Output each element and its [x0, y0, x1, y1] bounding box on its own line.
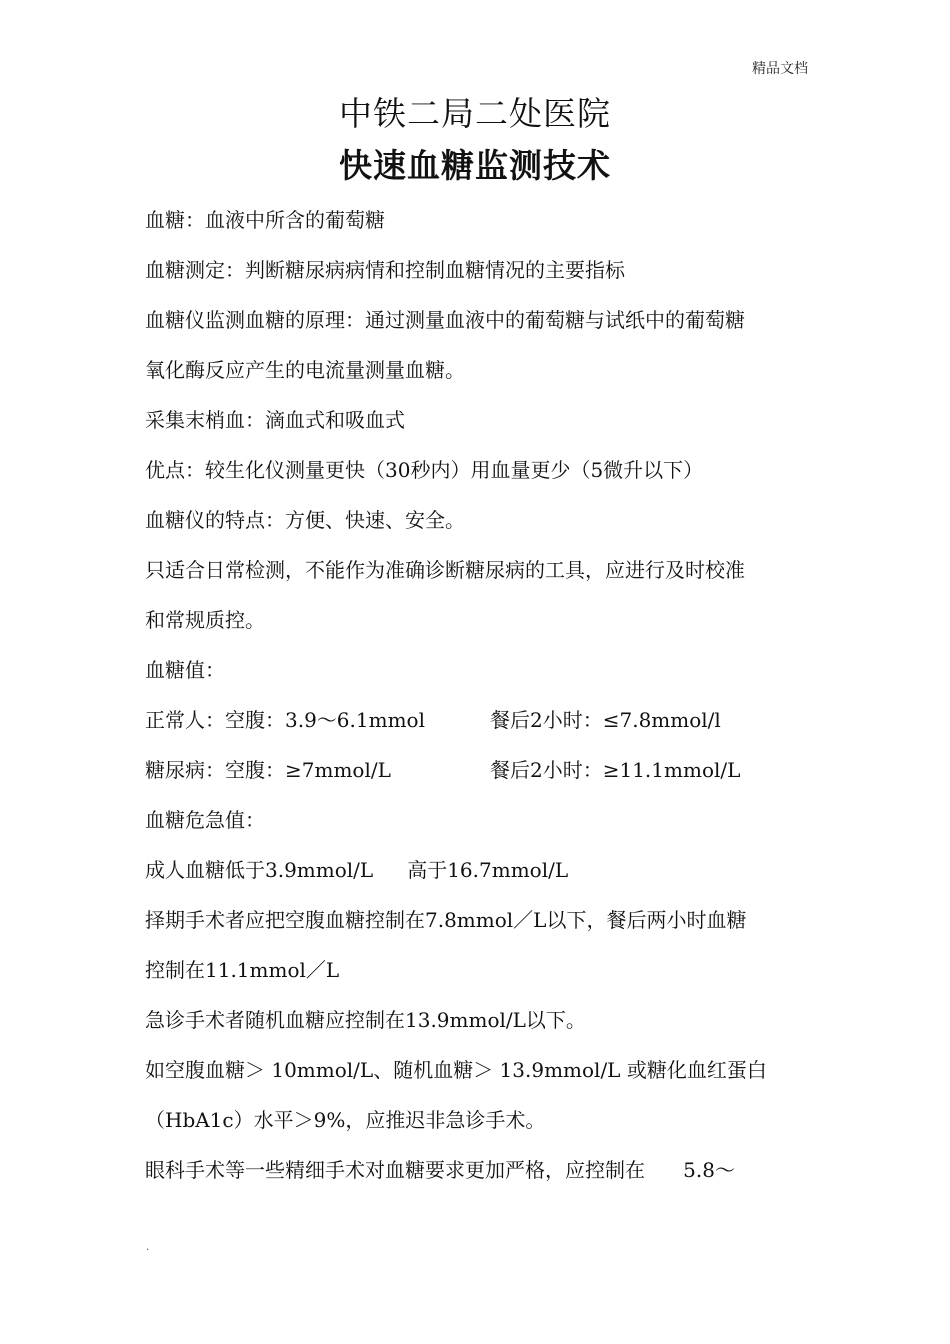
diabetes-fasting-value: 糖尿病：空腹：≥7mmol/L	[145, 758, 391, 782]
hospital-title: 中铁二局二处医院	[339, 94, 611, 133]
paragraph-line: 血糖仪的特点：方便、快速、安全。	[145, 508, 465, 532]
paragraph-line: 血糖：血液中所含的葡萄糖	[145, 208, 385, 232]
normal-fasting-value: 正常人：空腹：3.9～6.1mmol	[145, 708, 425, 732]
paragraph-line: 和常规质控。	[145, 608, 265, 632]
paragraph-line: 择期手术者应把空腹血糖控制在7.8mmol／L以下，餐后两小时血糖	[145, 908, 747, 932]
paragraph-line: 急诊手术者随机血糖应控制在13.9mmol/L以下。	[145, 1008, 586, 1032]
paragraph-line: 优点：较生化仪测量更快（30秒内）用血量更少（5微升以下）	[145, 458, 704, 482]
paragraph-line: 眼科手术等一些精细手术对血糖要求更加严格，应控制在 5.8～	[145, 1158, 735, 1182]
critical-label: 血糖危急值：	[145, 808, 265, 832]
paragraph-line: 控制在11.1mmol／L	[145, 958, 340, 982]
document-title: 快速血糖监测技术	[339, 146, 611, 185]
paragraph-line: 采集末梢血：滴血式和吸血式	[145, 408, 405, 432]
normal-values-row	[145, 702, 815, 752]
critical-high-value: 高于16.7mmol/L	[407, 858, 569, 882]
diabetes-postmeal-value: 餐后2小时：≥11.1mmol/L	[490, 758, 741, 782]
paragraph-line: 血糖仪监测血糖的原理：通过测量血液中的葡萄糖与试纸中的葡萄糖	[145, 308, 745, 332]
paragraph-line: 血糖值：	[145, 658, 225, 682]
document-body	[145, 202, 815, 1202]
critical-low-value: 成人血糖低于3.9mmol/L	[145, 858, 374, 882]
diabetes-values-row	[145, 752, 815, 802]
critical-values-row	[145, 852, 815, 902]
page-mark: .	[146, 1242, 150, 1253]
paragraph-line: 血糖测定：判断糖尿病病情和控制血糖情况的主要指标	[145, 258, 625, 282]
paragraph-line: 如空腹血糖＞ 10mmol/L、随机血糖＞ 13.9mmol/L 或糖化血红蛋白	[145, 1058, 767, 1082]
paragraph-line: （HbA1c）水平＞9%，应推迟非急诊手术。	[145, 1108, 546, 1132]
paragraph-line: 氧化酶反应产生的电流量测量血糖。	[145, 358, 465, 382]
paragraph-line: 只适合日常检测，不能作为准确诊断糖尿病的工具，应进行及时校准	[145, 558, 745, 582]
header-note: 精品文档	[752, 61, 808, 77]
normal-postmeal-value: 餐后2小时：≤7.8mmol/l	[490, 708, 721, 732]
